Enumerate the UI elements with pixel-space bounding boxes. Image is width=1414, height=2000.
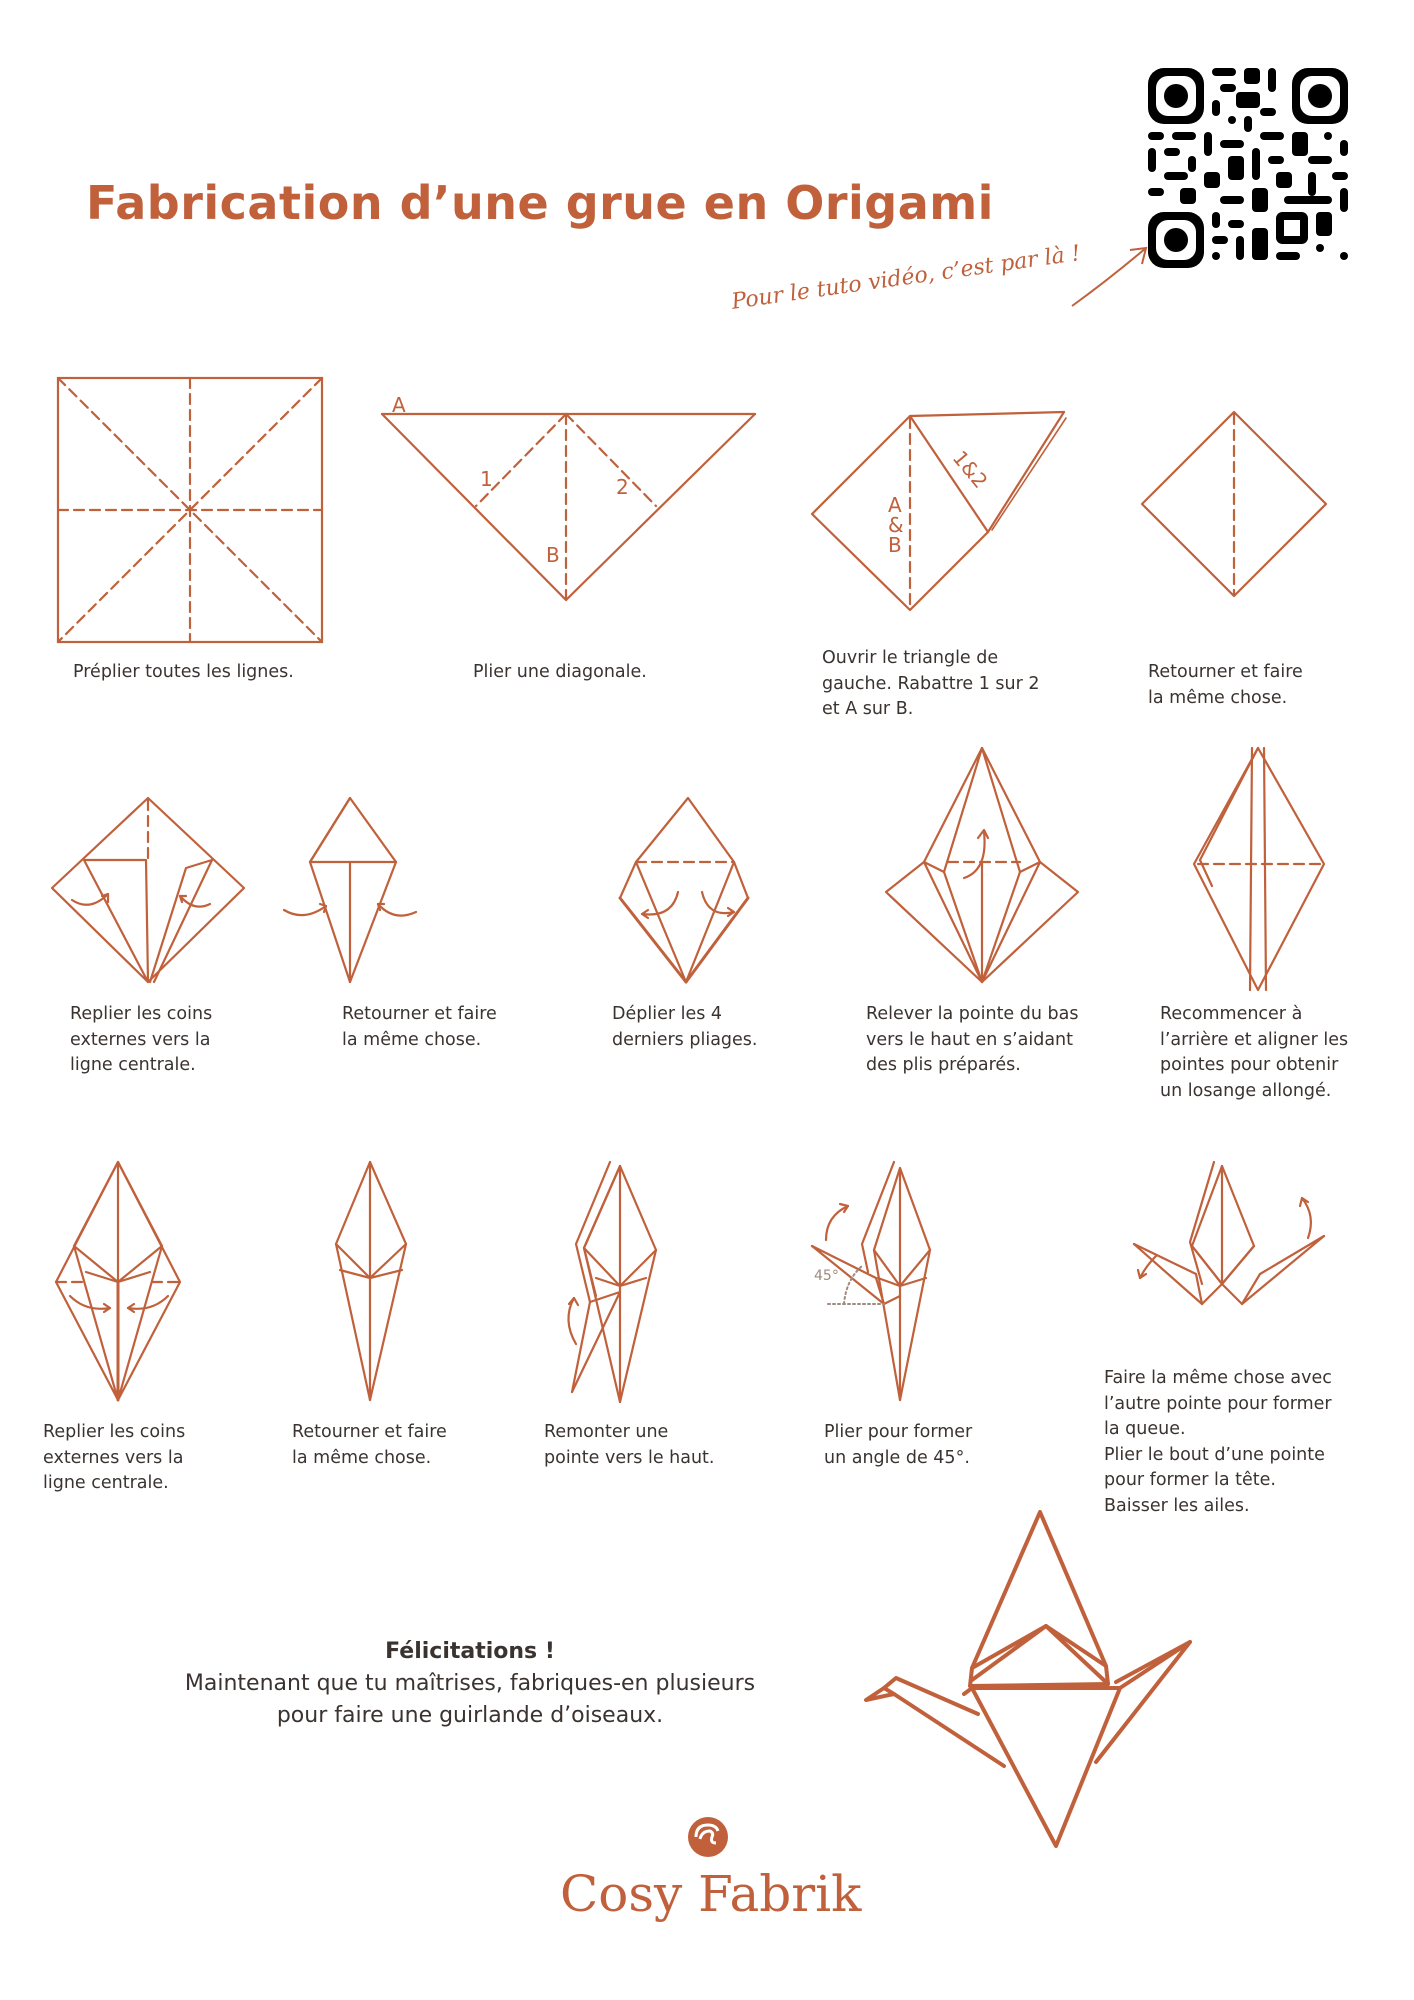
step-5-diagram bbox=[50, 796, 250, 986]
step-2-diagram bbox=[370, 390, 760, 610]
qr-code-icon[interactable] bbox=[1148, 68, 1348, 268]
cosy-fabrik-logo-icon bbox=[686, 1815, 730, 1859]
congratulations-title: Félicitations ! bbox=[385, 1639, 555, 1664]
step-5-caption: Replier les coins externes vers la ligne centrale. bbox=[70, 1004, 213, 1075]
svg-text:45°: 45° bbox=[814, 1268, 839, 1284]
svg-text:B: B bbox=[546, 543, 560, 567]
step-3-diagram bbox=[808, 410, 1098, 610]
step-12-diagram bbox=[560, 1160, 670, 1410]
svg-text:1: 1 bbox=[480, 467, 493, 491]
final-crane-illustration bbox=[860, 1508, 1200, 1848]
step-14-diagram bbox=[1130, 1160, 1330, 1310]
step-10-diagram bbox=[50, 1160, 190, 1402]
video-tutorial-hint: Pour le tuto vidéo, c’est par là ! bbox=[730, 241, 1082, 315]
step-11-caption: Retourner et faire la même chose. bbox=[292, 1422, 447, 1468]
svg-text:B: B bbox=[888, 533, 902, 557]
step-4-diagram bbox=[1140, 410, 1330, 600]
brand-name: Cosy Fabrik bbox=[560, 1865, 862, 1923]
step-13-caption: Plier pour former un angle de 45°. bbox=[824, 1422, 973, 1468]
step-12-caption: Remonter une pointe vers le haut. bbox=[544, 1422, 715, 1468]
step-10-caption: Replier les coins externes vers la ligne centrale. bbox=[43, 1422, 186, 1493]
congratulations-block: Félicitations ! Maintenant que tu maîtrises, fabriques-en plusieurs pour faire une guirlande d’oiseaux. bbox=[150, 1636, 790, 1732]
step-2-caption: Plier une diagonale. bbox=[473, 662, 647, 682]
svg-text:2: 2 bbox=[616, 475, 629, 499]
svg-text:A: A bbox=[888, 493, 902, 517]
svg-text:A: A bbox=[392, 393, 406, 417]
step-9-diagram bbox=[1190, 746, 1330, 992]
step-8-diagram bbox=[884, 746, 1084, 986]
step-4-caption: Retourner et faire la même chose. bbox=[1148, 662, 1303, 708]
step-7-caption: Déplier les 4 derniers pliages. bbox=[612, 1004, 758, 1050]
step-11-diagram bbox=[332, 1160, 412, 1402]
svg-text:&: & bbox=[888, 513, 904, 537]
step-6-caption: Retourner et faire la même chose. bbox=[342, 1004, 497, 1050]
page-title: Fabrication d’une grue en Origami bbox=[86, 176, 994, 230]
step-8-caption: Relever la pointe du bas vers le haut en s’aidant des plis préparés. bbox=[866, 1004, 1079, 1075]
step-1-diagram bbox=[56, 376, 326, 644]
arrow-to-qr-icon bbox=[1068, 240, 1158, 310]
step-14-caption: Faire la même chose avec l’autre pointe pour former la queue. Plier le bout d’une pointe pour former la tête. Baisser les ailes. bbox=[1104, 1368, 1332, 1516]
step-13-diagram bbox=[808, 1160, 968, 1410]
step-7-diagram bbox=[606, 796, 776, 986]
step-9-caption: Recommencer à l’arrière et aligner les pointes pour obtenir un losange allongé. bbox=[1160, 1004, 1349, 1101]
svg-text:1&2: 1&2 bbox=[947, 445, 993, 493]
step-3-caption: Ouvrir le triangle de gauche. Rabattre 1 sur 2 et A sur B. bbox=[822, 648, 1040, 719]
step-6-diagram bbox=[266, 796, 436, 986]
step-1-caption: Préplier toutes les lignes. bbox=[73, 662, 294, 682]
